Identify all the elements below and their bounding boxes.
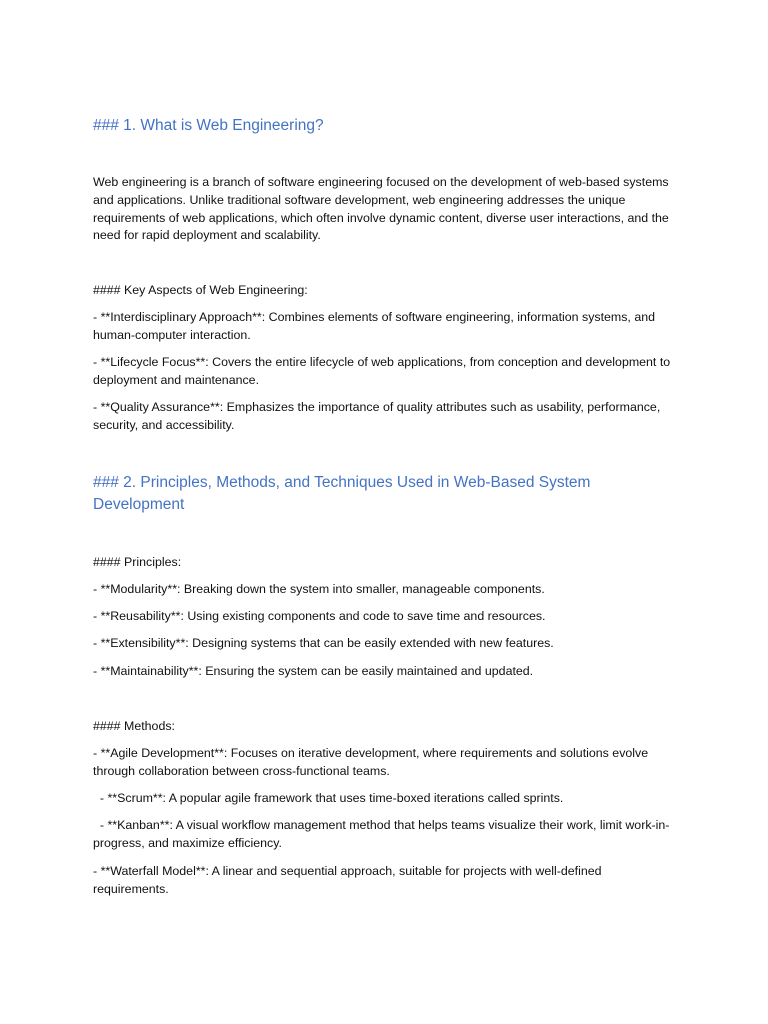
section1-intro-paragraph: Web engineering is a branch of software engineering focused on the development of web-based systems and applications. Unlike traditional software development, web engineering addresses the unique requirements of web applications, which often involve dynamic content, diverse user interactions, and the need for rapid deployment and scalability. <box>93 175 669 243</box>
key-aspects-subheading: #### Key Aspects of Web Engineering: <box>93 283 308 297</box>
list-item: - **Maintainability**: Ensuring the system can be easily maintained and updated. <box>93 664 534 678</box>
methods-subheading: #### Methods: <box>93 719 175 733</box>
list-item: - **Modularity**: Breaking down the system into smaller, manageable components. <box>93 582 545 596</box>
list-item: - **Extensibility**: Designing systems that can be easily extended with new features. <box>93 636 554 650</box>
list-item: - **Scrum**: A popular agile framework that uses time-boxed iterations called sprints. <box>93 791 564 805</box>
section1-heading: ### 1. What is Web Engineering? <box>93 117 324 134</box>
list-item: - **Quality Assurance**: Emphasizes the importance of quality attributes such as usability, performance, security, and accessibility. <box>93 400 661 432</box>
principles-subheading: #### Principles: <box>93 555 182 569</box>
list-item: - **Kanban**: A visual workflow management method that helps teams visualize their work, limit work-in-progress, and maximize efficiency. <box>93 818 670 850</box>
list-item: - **Interdisciplinary Approach**: Combines elements of software engineering, information systems, and human-computer interaction. <box>93 310 655 342</box>
list-item: - **Agile Development**: Focuses on iterative development, where requirements and solutions evolve through collaboration between cross-functional teams. <box>93 746 649 778</box>
list-item: - **Reusability**: Using existing components and code to save time and resources. <box>93 609 546 623</box>
section2-heading: ### 2. Principles, Methods, and Techniques Used in Web-Based System Development <box>93 474 591 513</box>
list-item: - **Waterfall Model**: A linear and sequential approach, suitable for projects with well-defined requirements. <box>93 864 602 896</box>
list-item: - **Lifecycle Focus**: Covers the entire lifecycle of web applications, from conception and development to deployment and maintenance. <box>93 355 671 387</box>
